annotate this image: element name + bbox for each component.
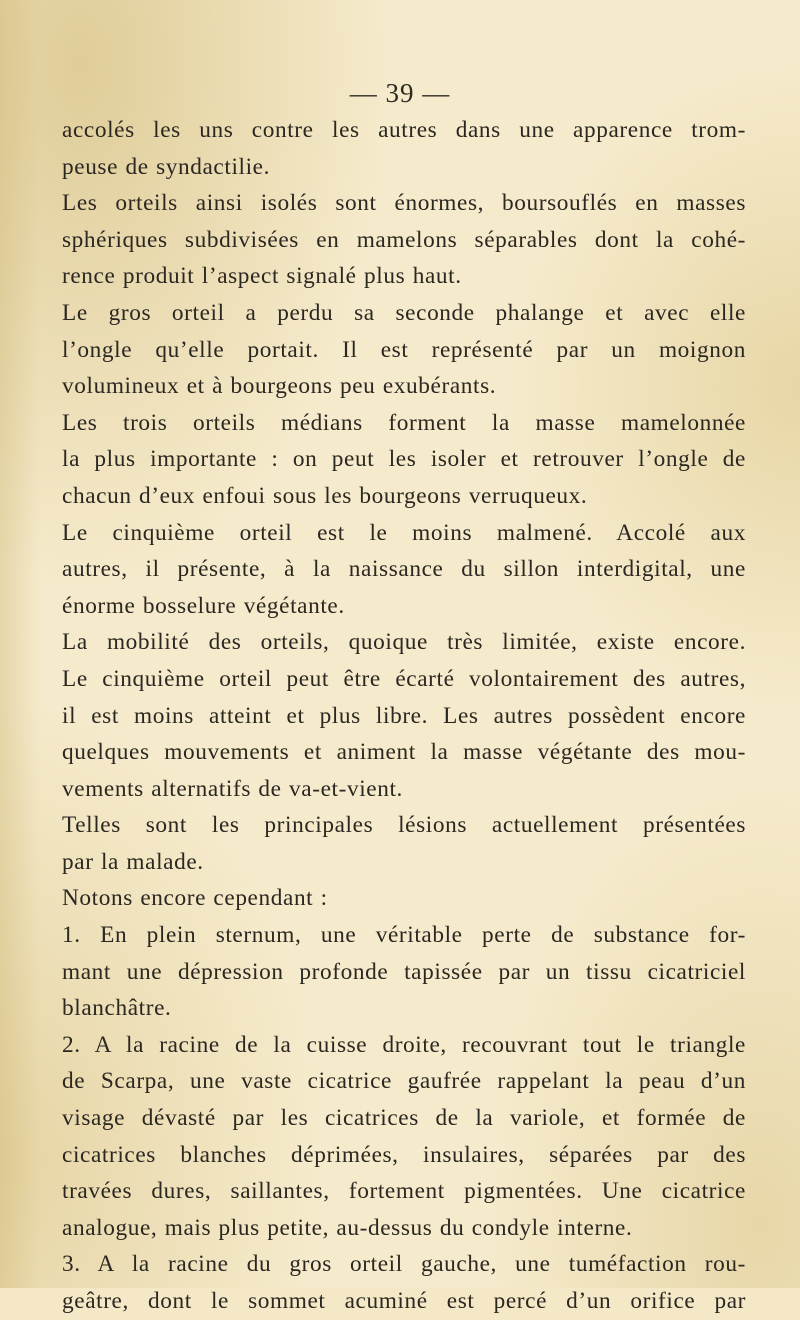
- text-line: Le cinquième orteil peut être écarté volontairement des autres,: [62, 665, 746, 692]
- text-line: Telles sont les principales lésions actuellement présentées: [62, 812, 746, 839]
- text-line: rence produit l’aspect signalé plus haut.: [62, 263, 462, 290]
- text-line: 1. En plein sternum, une véritable perte de substance for-: [62, 922, 746, 949]
- text-line: 2. A la racine de la cuisse droite, recouvrant tout le triangle: [62, 1031, 746, 1058]
- text-line: chacun d’eux enfoui sous les bourgeons verruqueux.: [62, 482, 588, 509]
- text-line: analogue, mais plus petite, au-dessus du condyle interne.: [62, 1214, 633, 1241]
- text-line: quelques mouvements et animent la masse végétante des mou-: [62, 739, 746, 766]
- text-line: La mobilité des orteils, quoique très limitée, existe encore.: [62, 629, 746, 656]
- text-line: cicatrices blanches déprimées, insulaires, séparées par des: [62, 1141, 746, 1168]
- text-line: sphériques subdivisées en mamelons séparables dont la cohé-: [62, 226, 746, 253]
- text-line: vements alternatifs de va-et-vient.: [62, 775, 403, 802]
- text-line: la plus importante : on peut les isoler et retrouver l’ongle de: [62, 446, 746, 473]
- text-line: énorme bosselure végétante.: [62, 592, 345, 619]
- text-line: Le gros orteil a perdu sa seconde phalange et avec elle: [62, 299, 746, 326]
- text-line: blanchâtre.: [62, 995, 172, 1022]
- text-line: l’ongle qu’elle portait. Il est représenté par un moignon: [62, 336, 746, 363]
- text-line: Notons encore cependant :: [62, 885, 328, 912]
- text-line: Les trois orteils médians forment la masse mamelonnée: [62, 409, 746, 436]
- text-line: par la malade.: [62, 848, 204, 875]
- text-line: autres, il présente, à la naissance du sillon interdigital, une: [62, 556, 746, 583]
- text-line: visage dévasté par les cicatrices de la variole, et formée de: [62, 1105, 746, 1132]
- page-number: — 39 —: [349, 78, 451, 108]
- text-line: il est moins atteint et plus libre. Les autres possèdent encore: [62, 702, 746, 729]
- text-line: travées dures, saillantes, fortement pigmentées. Une cicatrice: [62, 1178, 746, 1205]
- text-line: peuse de syndactilie.: [62, 153, 271, 180]
- body-text: [62, 112, 746, 1320]
- text-line: 3. A la racine du gros orteil gauche, une tuméfaction rou-: [62, 1251, 746, 1278]
- text-line: accolés les uns contre les autres dans une apparence trom-: [62, 117, 746, 143]
- text-line: Les orteils ainsi isolés sont énormes, boursouflés en masses: [62, 190, 746, 217]
- text-line: Le cinquième orteil est le moins malmené. Accolé aux: [62, 519, 746, 546]
- text-line: mant une dépression profonde tapissée par un tissu cicatriciel: [62, 958, 746, 985]
- text-line: geâtre, dont le sommet acuminé est percé d’un orifice par: [62, 1288, 746, 1314]
- text-line: de Scarpa, une vaste cicatrice gaufrée rappelant la peau d’un: [62, 1068, 746, 1095]
- text-line: volumineux et à bourgeons peu exubérants.: [62, 373, 497, 400]
